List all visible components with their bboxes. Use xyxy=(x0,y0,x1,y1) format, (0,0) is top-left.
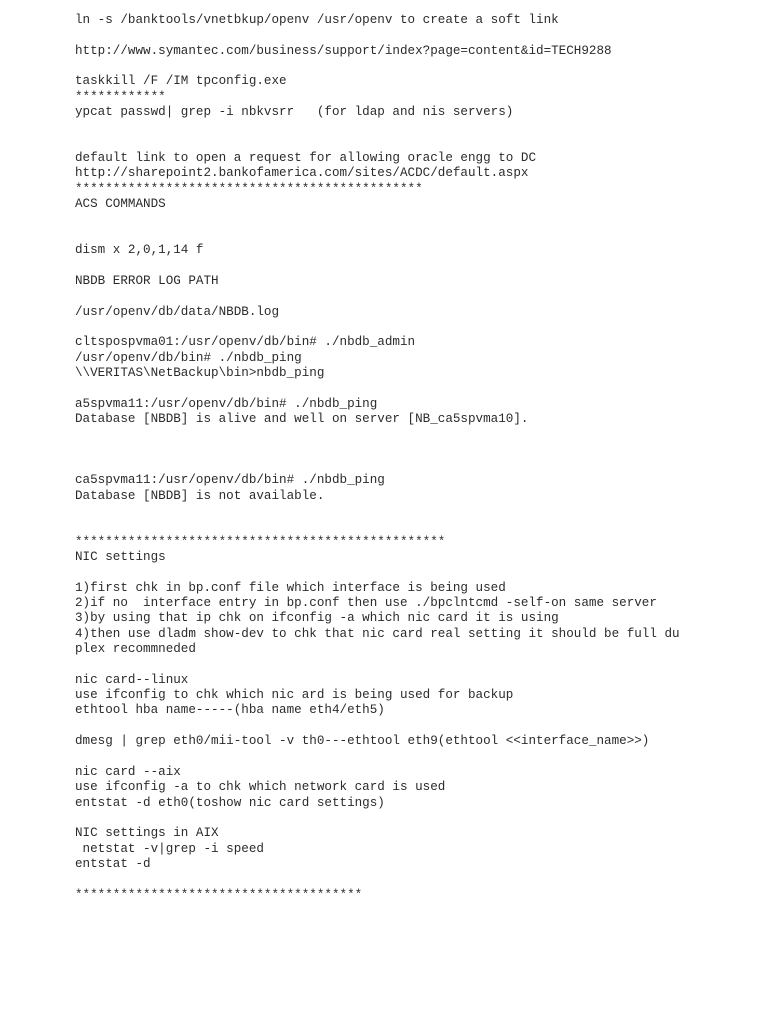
document-line: /usr/openv/db/bin# ./nbdb_ping xyxy=(75,350,302,365)
document-line: default link to open a request for allowing oracle engg to DC xyxy=(75,151,537,166)
document-line: entstat -d eth0(toshow nic card settings) xyxy=(75,795,385,810)
document-line: 4)then use dladm show-dev to chk that nic card real setting it should be full du xyxy=(75,626,680,641)
document-line: http://sharepoint2.bankofamerica.com/sites/ACDC/default.aspx xyxy=(75,166,529,181)
document-line xyxy=(75,719,765,734)
document-line xyxy=(75,381,765,396)
document-line xyxy=(75,750,765,765)
document-line: \\VERITAS\NetBackup\bin>nbdb_ping xyxy=(75,365,325,380)
document-line: 3)by using that ip chk on ifconfig -a which nic card it is using xyxy=(75,611,559,626)
document-line: Database [NBDB] is alive and well on server [NB_ca5spvma10]. xyxy=(75,411,529,426)
document-line xyxy=(75,212,765,227)
document-line: dism x 2,0,1,14 f xyxy=(75,243,204,258)
document-line: entstat -d xyxy=(75,856,151,871)
document-line: 2)if no interface entry in bp.conf then use ./bpclntcmd -self-on same server xyxy=(75,596,657,611)
document-line: /usr/openv/db/data/NBDB.log xyxy=(75,304,280,319)
document-line: ********************************************** xyxy=(75,181,423,196)
document-line: ypcat passwd| grep -i nbkvsrr (for ldap and nis servers) xyxy=(75,105,514,120)
document-line: taskkill /F /IM tpconfig.exe xyxy=(75,74,287,89)
document-line xyxy=(75,120,765,135)
document-line xyxy=(75,657,765,672)
document-line xyxy=(75,320,765,335)
document-line xyxy=(75,443,765,458)
document-line xyxy=(75,59,765,74)
document-line xyxy=(75,519,765,534)
document-text xyxy=(75,13,765,903)
document-line: ln -s /banktools/vnetbkup/openv /usr/openv to create a soft link xyxy=(75,13,559,27)
document-line: ************************************** xyxy=(75,887,363,902)
document-line xyxy=(75,289,765,304)
document-line: ca5spvma11:/usr/openv/db/bin# ./nbdb_ping xyxy=(75,473,385,488)
document-line: Database [NBDB] is not available. xyxy=(75,488,325,503)
document-line: NIC settings in AIX xyxy=(75,826,219,841)
document-line xyxy=(75,811,765,826)
document-line xyxy=(75,872,765,887)
document-line: NBDB ERROR LOG PATH xyxy=(75,273,219,288)
document-line: ************ xyxy=(75,89,166,104)
document-line: 1)first chk in bp.conf file which interface is being used xyxy=(75,580,506,595)
document-line: use ifconfig -a to chk which network card is used xyxy=(75,780,446,795)
document-line: ethtool hba name-----(hba name eth4/eth5) xyxy=(75,703,385,718)
document-line: use ifconfig to chk which nic ard is being used for backup xyxy=(75,688,514,703)
document-line: a5spvma11:/usr/openv/db/bin# ./nbdb_ping xyxy=(75,396,378,411)
document-line: ************************************************* xyxy=(75,534,446,549)
document-line: http://www.symantec.com/business/support/index?page=content&id=TECH9288 xyxy=(75,43,612,58)
document-line: nic card --aix xyxy=(75,764,181,779)
document-line xyxy=(75,259,765,274)
document-line xyxy=(75,458,765,473)
document-line: ACS COMMANDS xyxy=(75,197,166,212)
document-line: nic card--linux xyxy=(75,672,189,687)
document-line: cltspospvma01:/usr/openv/db/bin# ./nbdb_admin xyxy=(75,335,416,350)
document-line: plex recommneded xyxy=(75,642,196,657)
document-line: netstat -v|grep -i speed xyxy=(75,841,264,856)
document-line xyxy=(75,228,765,243)
document-line xyxy=(75,565,765,580)
document-line xyxy=(75,136,765,151)
document-line xyxy=(75,504,765,519)
document-line: dmesg | grep eth0/mii-tool -v th0---ethtool eth9(ethtool <<interface_name>>) xyxy=(75,734,650,749)
document-line xyxy=(75,28,765,43)
document-line: NIC settings xyxy=(75,550,166,565)
document-line xyxy=(75,427,765,442)
